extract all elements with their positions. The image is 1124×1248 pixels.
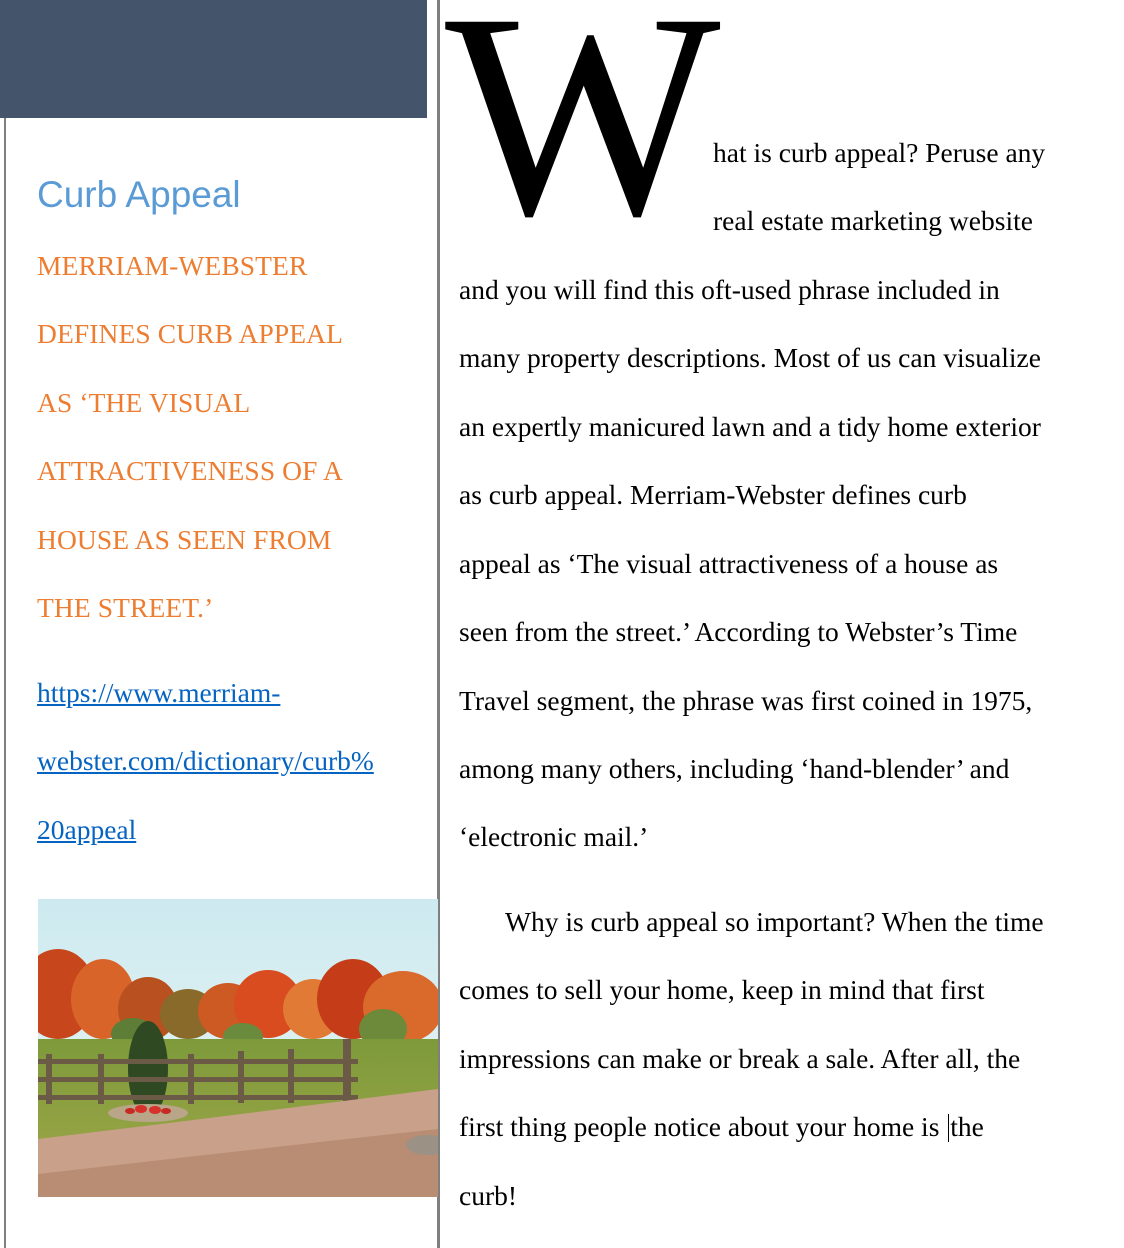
source-link-line[interactable]: webster.com/dictionary/curb%	[37, 745, 374, 777]
header-bar	[0, 0, 427, 118]
body-line: and you will find this oft-used phrase included in	[459, 274, 1000, 305]
body-line: Why is curb appeal so important? When the time	[505, 906, 1044, 937]
body-line: real estate marketing website	[713, 205, 1033, 236]
body-line-with-caret[interactable]	[459, 1110, 984, 1144]
drop-cap: W	[445, 0, 721, 277]
body-line: curb!	[459, 1180, 518, 1211]
body-line-text-after-cursor: the	[950, 1111, 984, 1142]
pull-quote-line: HOUSE AS SEEN FROM	[37, 523, 332, 555]
body-line: as curb appeal. Merriam-Webster defines curb	[459, 479, 967, 510]
body-line: Travel segment, the phrase was first coined in 1975,	[459, 685, 1033, 716]
body-line: among many others, including ‘hand-blender’ and	[459, 753, 1010, 784]
pull-quote-line: THE STREET.’	[37, 592, 214, 624]
body-line: many property descriptions. Most of us can visualize	[459, 342, 1041, 373]
pull-quote-line: AS ‘THE VISUAL	[37, 386, 251, 418]
body-line: seen from the street.’ According to Webster’s Time	[459, 616, 1018, 647]
body-line: hat is curb appeal? Peruse any	[713, 137, 1046, 168]
body-line: comes to sell your home, keep in mind that first	[459, 974, 985, 1005]
source-link-line[interactable]: 20appeal	[37, 813, 137, 845]
body-line: ‘electronic mail.’	[459, 821, 649, 852]
pull-quote-line: ATTRACTIVENESS OF A	[37, 455, 343, 487]
house-yard-photo	[38, 899, 438, 1197]
body-line: appeal as ‘The visual attractiveness of a house as	[459, 548, 999, 579]
pull-quote-line: DEFINES CURB APPEAL	[37, 318, 343, 350]
sidebar-title: Curb Appeal	[37, 174, 241, 215]
body-line: impressions can make or break a sale. After all, the	[459, 1043, 1021, 1074]
body-line-text: first thing people notice about your home is	[459, 1111, 947, 1142]
left-rule	[4, 118, 6, 1248]
source-link[interactable]	[37, 659, 427, 864]
source-link-line[interactable]: https://www.merriam-	[37, 677, 281, 708]
pull-quote-line: MERRIAM-WEBSTER	[37, 250, 308, 281]
body-line: an expertly manicured lawn and a tidy home exterior	[459, 411, 1041, 442]
pull-quote	[37, 232, 432, 642]
